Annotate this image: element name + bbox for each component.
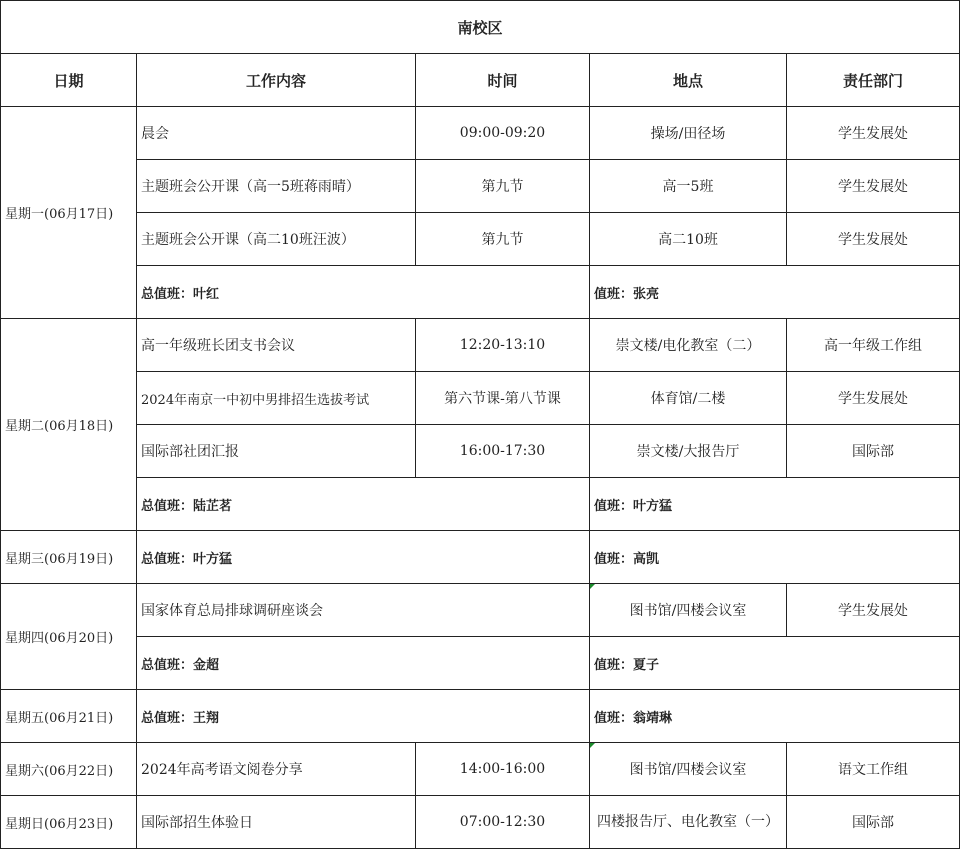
event-location: 高一5班 xyxy=(590,160,787,213)
duty: 值班：张亮 xyxy=(590,266,960,319)
header-date: 日期 xyxy=(1,54,137,107)
chief-duty: 总值班：叶红 xyxy=(137,266,590,319)
header-location: 地点 xyxy=(590,54,787,107)
event-location: 高二10班 xyxy=(590,213,787,266)
event-time: 07:00-12:30 xyxy=(416,796,590,849)
event-time: 第九节 xyxy=(416,160,590,213)
duty: 值班：叶方猛 xyxy=(590,478,960,531)
event-dept: 国际部 xyxy=(787,796,960,849)
event-location: 操场/田径场 xyxy=(590,107,787,160)
event-content: 主题班会公开课（高二10班汪波） xyxy=(137,213,416,266)
event-dept: 高一年级工作组 xyxy=(787,319,960,372)
event-dept: 学生发展处 xyxy=(787,160,960,213)
event-location: 图书馆/四楼会议室 xyxy=(590,584,787,637)
chief-duty: 总值班：陆芷茗 xyxy=(137,478,590,531)
table-row xyxy=(1,796,960,849)
campus-title: 南校区 xyxy=(1,1,960,54)
date-cell: 星期三(06月19日) xyxy=(1,531,137,584)
date-cell: 星期五(06月21日) xyxy=(1,690,137,743)
header-content: 工作内容 xyxy=(137,54,416,107)
event-time: 09:00-09:20 xyxy=(416,107,590,160)
event-content: 主题班会公开课（高一5班蒋雨晴） xyxy=(137,160,416,213)
event-content: 2024年南京一中初中男排招生选拔考试 xyxy=(137,372,416,425)
table-row xyxy=(1,213,960,266)
table-row xyxy=(1,319,960,372)
event-content: 国际部招生体验日 xyxy=(137,796,416,849)
event-location: 崇文楼/大报告厅 xyxy=(590,425,787,478)
chief-duty: 总值班：王翔 xyxy=(137,690,590,743)
duty-row xyxy=(1,637,960,690)
table-row xyxy=(1,372,960,425)
duty-row xyxy=(1,531,960,584)
event-content: 高一年级班长团支书会议 xyxy=(137,319,416,372)
event-time: 14:00-16:00 xyxy=(416,743,590,796)
date-cell: 星期四(06月20日) xyxy=(1,584,137,690)
date-cell: 星期日(06月23日) xyxy=(1,796,137,849)
event-time: 12:20-13:10 xyxy=(416,319,590,372)
table-row xyxy=(1,160,960,213)
event-location: 四楼报告厅、电化教室（一） xyxy=(590,796,787,849)
title-row xyxy=(1,1,960,54)
event-time: 16:00-17:30 xyxy=(416,425,590,478)
event-dept: 学生发展处 xyxy=(787,372,960,425)
duty-row xyxy=(1,690,960,743)
duty: 值班：翁靖琳 xyxy=(590,690,960,743)
table-row xyxy=(1,107,960,160)
event-time: 第九节 xyxy=(416,213,590,266)
event-location: 崇文楼/电化教室（二） xyxy=(590,319,787,372)
table-row xyxy=(1,743,960,796)
duty: 值班：高凯 xyxy=(590,531,960,584)
event-content: 国家体育总局排球调研座谈会 xyxy=(137,584,590,637)
date-cell: 星期二(06月18日) xyxy=(1,319,137,531)
event-time: 第六节课-第八节课 xyxy=(416,372,590,425)
event-dept: 国际部 xyxy=(787,425,960,478)
event-dept: 语文工作组 xyxy=(787,743,960,796)
date-cell: 星期一(06月17日) xyxy=(1,107,137,319)
duty-row xyxy=(1,266,960,319)
event-content: 晨会 xyxy=(137,107,416,160)
event-location: 体育馆/二楼 xyxy=(590,372,787,425)
chief-duty: 总值班：金超 xyxy=(137,637,590,690)
date-cell: 星期六(06月22日) xyxy=(1,743,137,796)
chief-duty: 总值班：叶方猛 xyxy=(137,531,590,584)
header-dept: 责任部门 xyxy=(787,54,960,107)
event-dept: 学生发展处 xyxy=(787,107,960,160)
duty-row xyxy=(1,478,960,531)
event-dept: 学生发展处 xyxy=(787,584,960,637)
event-content: 国际部社团汇报 xyxy=(137,425,416,478)
event-location: 图书馆/四楼会议室 xyxy=(590,743,787,796)
event-dept: 学生发展处 xyxy=(787,213,960,266)
header-row xyxy=(1,54,960,107)
header-time: 时间 xyxy=(416,54,590,107)
duty: 值班：夏子 xyxy=(590,637,960,690)
event-content: 2024年高考语文阅卷分享 xyxy=(137,743,416,796)
table-row xyxy=(1,425,960,478)
table-row xyxy=(1,584,960,637)
